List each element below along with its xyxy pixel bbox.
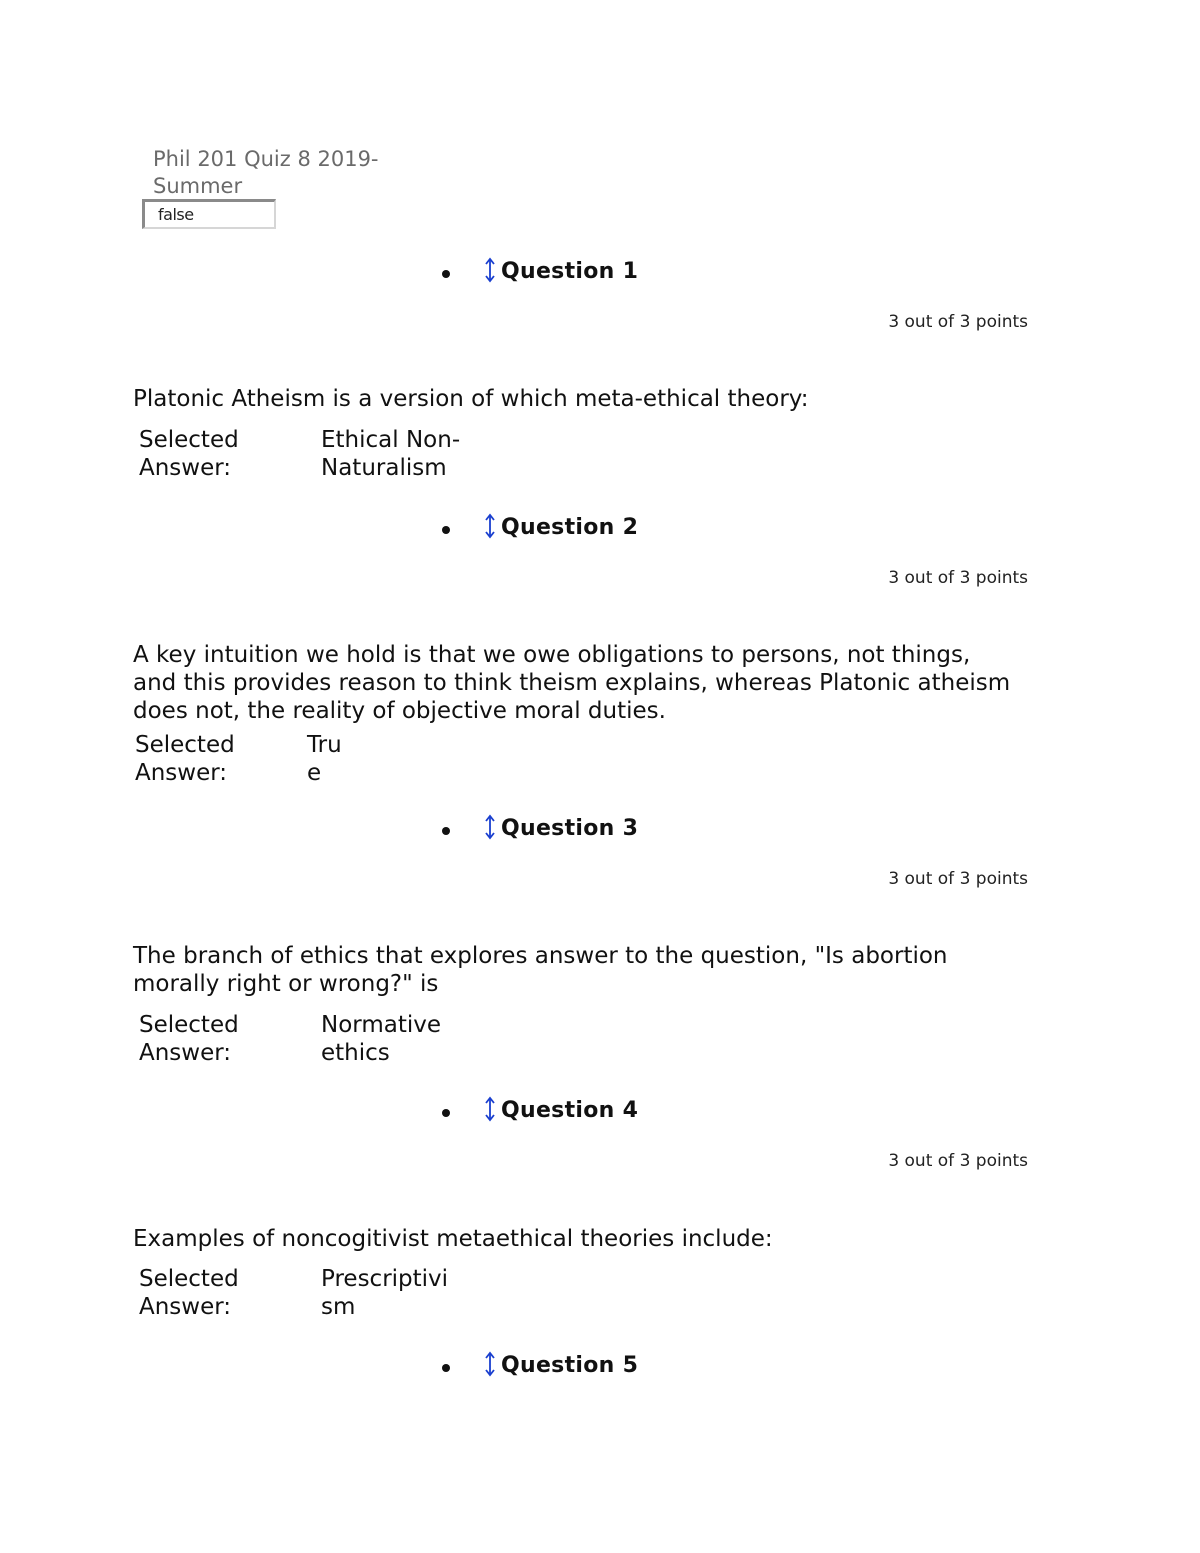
bullet	[442, 1364, 450, 1372]
flag-value: false	[158, 205, 194, 224]
selected-label-line2: Answer:	[139, 1040, 232, 1066]
vertical-double-arrow-icon[interactable]	[484, 513, 496, 539]
selected-answer-value	[321, 1011, 441, 1067]
points-score: 3 out of 3 points	[888, 568, 1028, 588]
selected-label-line1: Selected	[139, 427, 239, 453]
question-label: Question 3	[501, 816, 639, 841]
selected-answer-label	[139, 426, 259, 482]
selected-answer-label	[135, 731, 255, 787]
selected-label-line2: Answer:	[139, 1294, 232, 1320]
selected-answer-value	[321, 426, 460, 482]
vertical-double-arrow-icon[interactable]	[484, 1096, 496, 1122]
answer-line2: ethics	[321, 1040, 390, 1066]
selected-answer-value	[321, 1265, 448, 1321]
points-score: 3 out of 3 points	[888, 1151, 1028, 1171]
bullet	[442, 270, 450, 278]
selected-label-line1: Selected	[139, 1012, 239, 1038]
answer-line1: Normative	[321, 1012, 441, 1038]
question-text: Examples of noncogitivist metaethical theories include:	[133, 1226, 773, 1252]
selected-label-line1: Selected	[139, 1266, 239, 1292]
quiz-title: Phil 201 Quiz 8 2019-Summer	[153, 147, 379, 198]
selected-label-line2: Answer:	[139, 455, 232, 481]
answer-line1: Tru	[307, 732, 342, 758]
answer-line2: sm	[321, 1294, 356, 1320]
question-text: A key intuition we hold is that we owe obligations to persons, not things, and this provides reason to think theism explains, whereas Platonic atheism does not, the reality of objective moral duties.	[133, 642, 1011, 724]
question-label: Question 5	[501, 1353, 639, 1378]
selected-answer-label	[139, 1011, 259, 1067]
selected-label-line2: Answer:	[135, 760, 228, 786]
points-score: 3 out of 3 points	[888, 869, 1028, 889]
bullet	[442, 827, 450, 835]
selected-answer-value	[307, 731, 342, 787]
answer-line1: Ethical Non-	[321, 427, 461, 453]
question-label: Question 2	[501, 515, 639, 540]
answer-line1: Prescriptivi	[321, 1266, 449, 1292]
vertical-double-arrow-icon[interactable]	[484, 814, 496, 840]
vertical-double-arrow-icon[interactable]	[484, 1351, 496, 1377]
selected-answer-label	[139, 1265, 259, 1321]
question-label: Question 1	[501, 259, 639, 284]
bullet	[442, 526, 450, 534]
vertical-double-arrow-icon[interactable]	[484, 257, 496, 283]
answer-line2: e	[307, 760, 322, 786]
question-label: Question 4	[501, 1098, 639, 1123]
selected-label-line1: Selected	[135, 732, 235, 758]
answer-line2: Naturalism	[321, 455, 447, 481]
question-text: Platonic Atheism is a version of which meta-ethical theory:	[133, 386, 809, 412]
points-score: 3 out of 3 points	[888, 312, 1028, 332]
bullet	[442, 1109, 450, 1117]
question-text: The branch of ethics that explores answer to the question, "Is abortion morally right or wrong?" is	[133, 943, 948, 997]
flag-field[interactable]	[142, 199, 276, 229]
